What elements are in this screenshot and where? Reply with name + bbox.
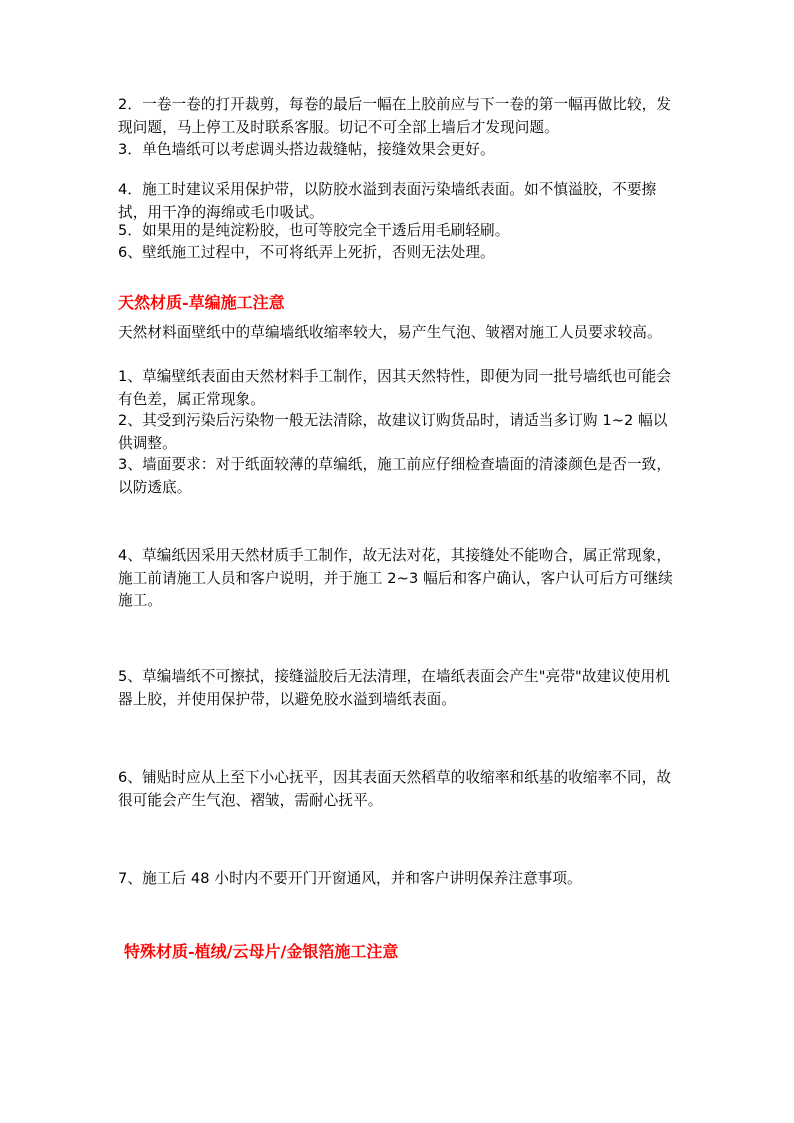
paragraph-step-2: 2．一卷一卷的打开裁剪，每卷的最后一幅在上胶前应与下一卷的第一幅再做比较，发现问题，马上停工及时联系客服。切记不可全部上墙后才发现问题。 (118, 96, 672, 136)
list-item: 2、其受到污染后污染物一般无法清除，故建议订购货品时，请适当多订购 1~2 幅以供调整。 (118, 412, 668, 452)
list-item: 3、墙面要求：对于纸面较薄的草编纸，施工前应仔细检查墙面的清漆颜色是否一致，以防透底。 (118, 456, 672, 496)
paragraph-step-3: 3．单色墙纸可以考虑调头搭边裁缝帖，接缝效果会更好。 (118, 141, 495, 158)
list-item: 7、施工后 48 小时内不要开门开窗通风，并和客户讲明保养注意事项。 (118, 870, 582, 887)
list-item: 4、草编纸因采用天然材质手工制作，故无法对花，其接缝处不能吻合，属正常现象，施工前请施工人员和客户说明，并于施工 2~3 幅后和客户确认，客户认可后方可继续施工。 (118, 547, 673, 609)
section-heading-grass-weave: 天然材质-草编施工注意 (118, 293, 285, 312)
paragraph-step-6: 6、壁纸施工过程中，不可将纸弄上死折，否则无法处理。 (118, 244, 495, 261)
paragraph-step-4: 4．施工时建议采用保护带，以防胶水溢到表面污染墙纸表面。如不慎溢胶，不要擦拭，用干净的海绵或毛巾吸试。 (118, 181, 657, 221)
section-intro: 天然材料面壁纸中的草编墙纸收缩率较大，易产生气泡、皱褶对施工人员要求较高。 (118, 324, 662, 341)
list-item: 1、草编壁纸表面由天然材料手工制作，因其天然特性，即便为同一批号墙纸也可能会有色差，属正常现象。 (118, 368, 672, 408)
list-item: 5、草编墙纸不可擦拭，接缝溢胶后无法清理，在墙纸表面会产生"亮带"故建议使用机器上胶，并使用保护带，以避免胶水溢到墙纸表面。 (118, 668, 670, 708)
section-heading-special-materials: 特殊材质-植绒/云母片/金银箔施工注意 (124, 942, 399, 961)
list-item: 6、铺贴时应从上至下小心抚平，因其表面天然稻草的收缩率和纸基的收缩率不同，故很可能会产生气泡、褶皱，需耐心抚平。 (118, 769, 672, 809)
paragraph-step-5: 5．如果用的是纯淀粉胶，也可等胶完全干透后用毛刷轻刷。 (118, 222, 510, 239)
